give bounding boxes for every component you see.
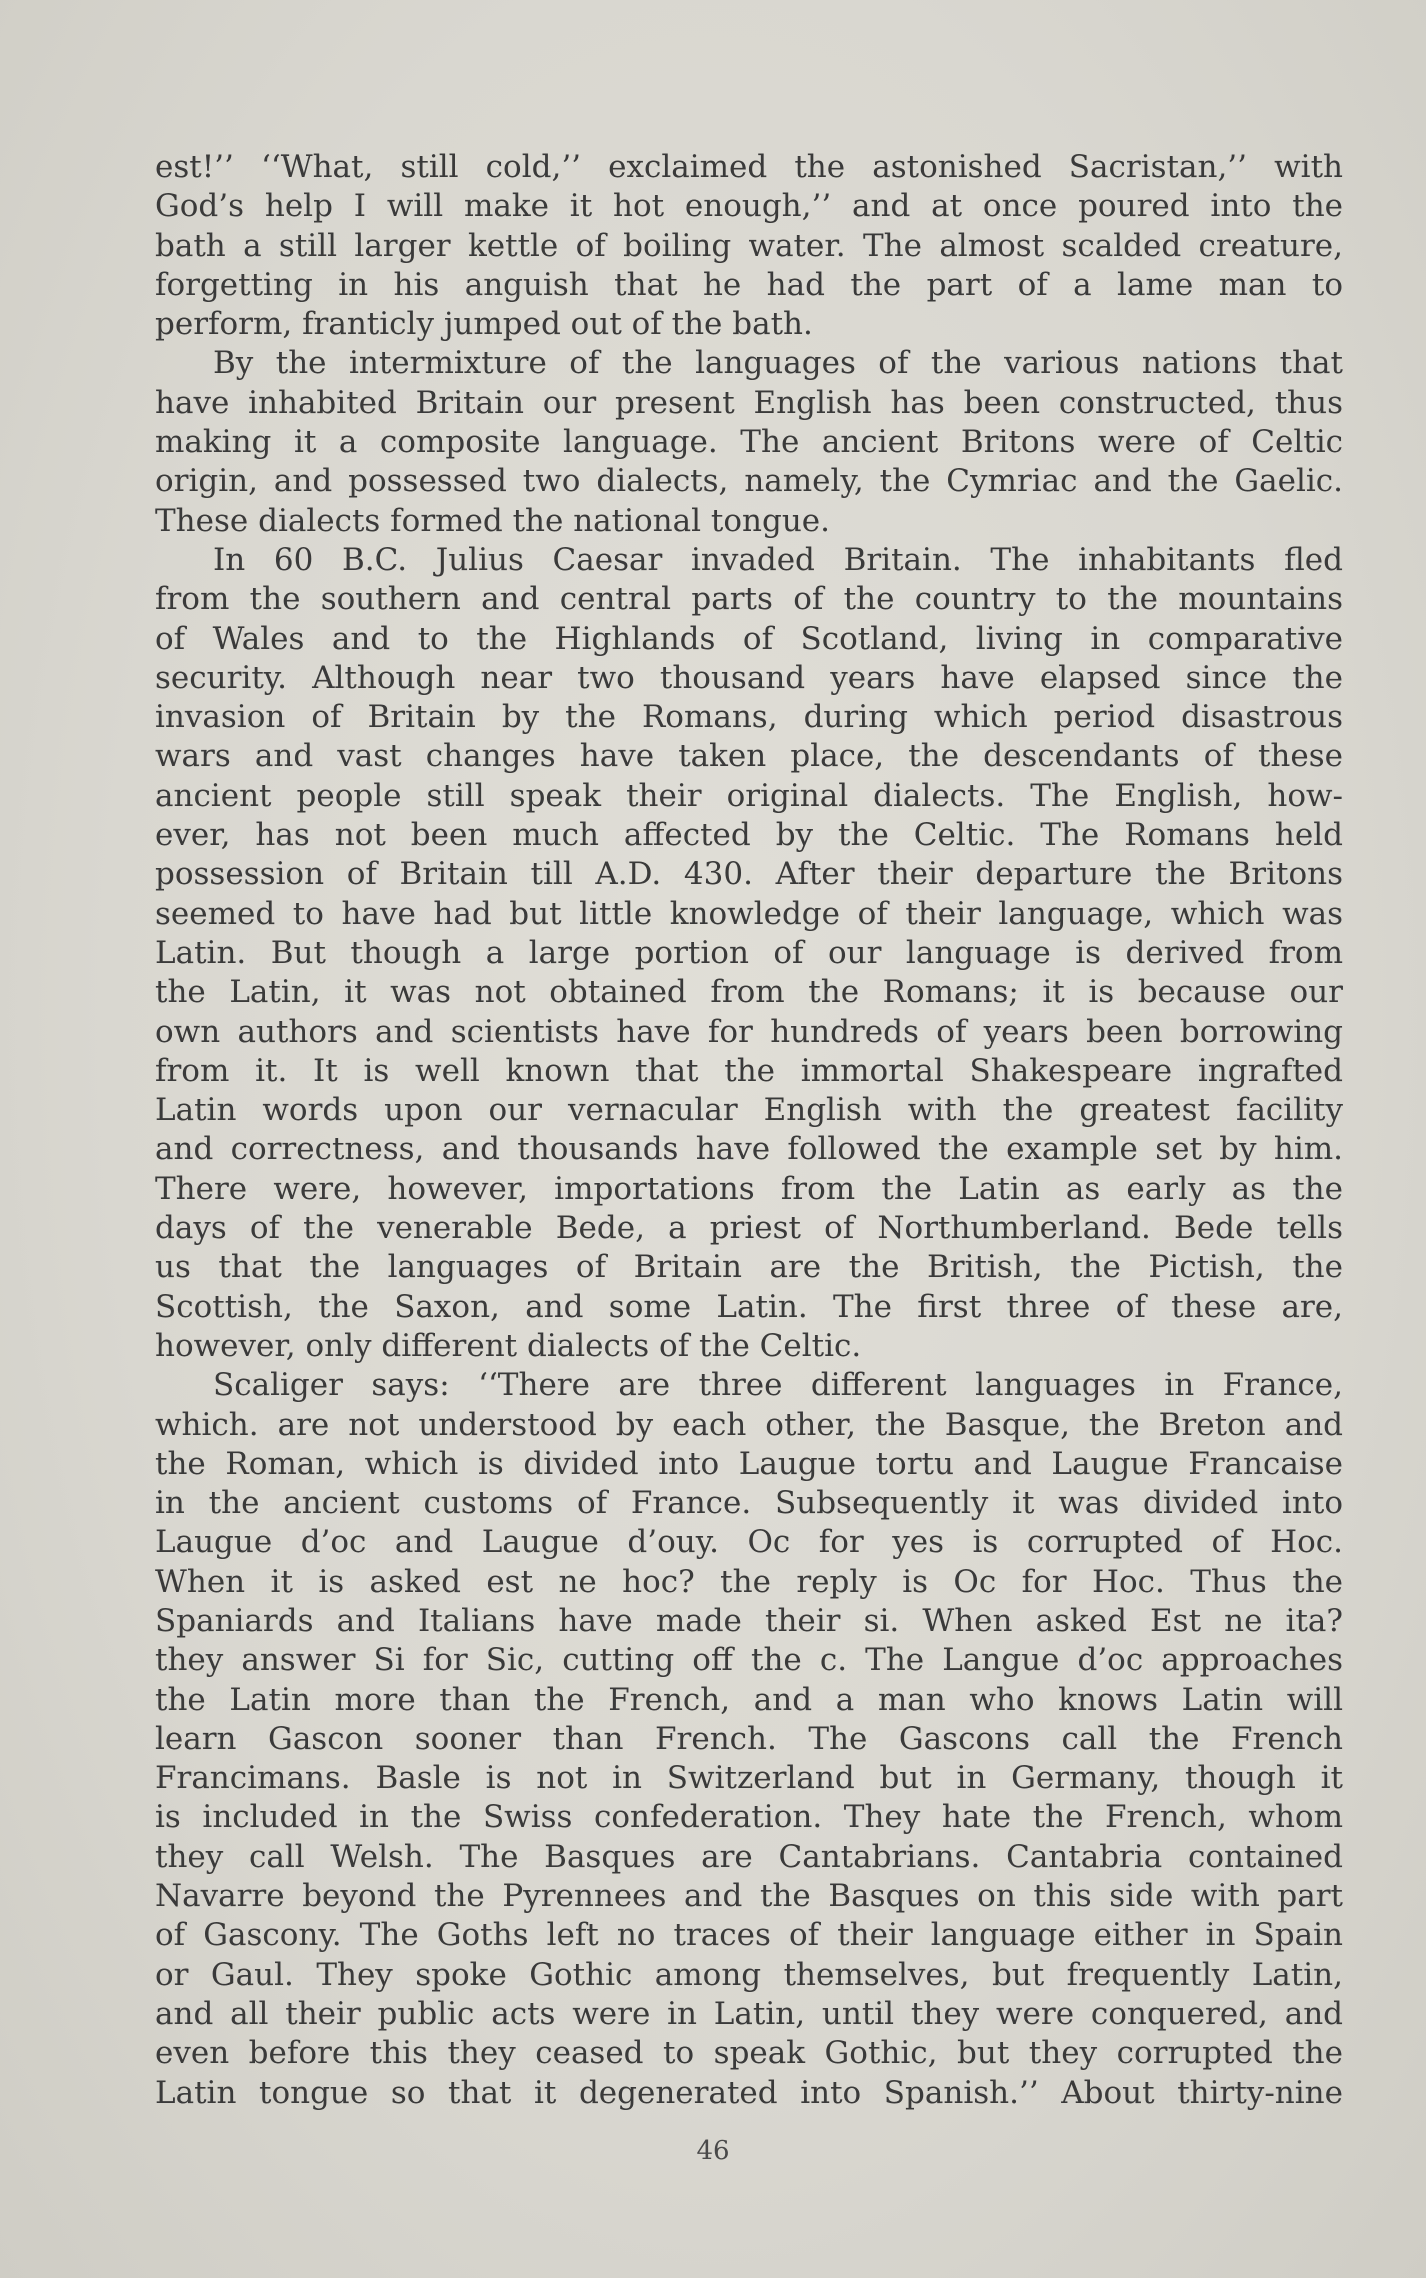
text-line: learn Gascon sooner than French. The Gascons call the French bbox=[155, 1720, 1343, 1757]
text-line: ancient people still speak their original dialects. The English, how- bbox=[155, 777, 1343, 814]
text-line: Latin words upon our vernacular English with the greatest facility bbox=[155, 1092, 1343, 1129]
text-line: which. are not understood by each other, the Basque, the Breton and bbox=[155, 1406, 1343, 1443]
text-line: Spaniards and Italians have made their si. When asked Est ne ita? bbox=[155, 1602, 1343, 1639]
text-line: There were, however, importations from the Latin as early as the bbox=[155, 1170, 1343, 1207]
text-line: When it is asked est ne hoc? the reply is Oc for Hoc. Thus the bbox=[155, 1563, 1343, 1600]
text-line: perform, franticly jumped out of the bath. bbox=[155, 306, 813, 343]
text-line: however, only different dialects of the Celtic. bbox=[155, 1327, 862, 1364]
text-line: have inhabited Britain our present English has been constructed, thus bbox=[155, 384, 1343, 421]
text-line: even before this they ceased to speak Gothic, but they corrupted the bbox=[155, 2035, 1343, 2072]
text-line: ever, has not been much affected by the Celtic. The Romans held bbox=[155, 817, 1343, 854]
text-line: Navarre beyond the Pyrennees and the Basques on this side with part bbox=[155, 1878, 1343, 1915]
text-line: possession of Britain till A.D. 430. After their departure the Britons bbox=[155, 856, 1343, 893]
text-line: the Latin, it was not obtained from the Romans; it is because our bbox=[155, 974, 1343, 1011]
text-line: they answer Si for Sic, cutting off the c. The Langue d’oc approaches bbox=[155, 1642, 1343, 1679]
text-line: These dialects formed the national tongue. bbox=[155, 502, 830, 539]
text-line: Scaliger says: ‘‘There are three different languages in France, bbox=[213, 1367, 1343, 1404]
text-line: In 60 B.C. Julius Caesar invaded Britain. The inhabitants fled bbox=[213, 541, 1343, 578]
text-line: or Gaul. They spoke Gothic among themselves, but frequently Latin, bbox=[155, 1956, 1343, 1993]
text-line: own authors and scientists have for hundreds of years been borrowing bbox=[155, 1013, 1343, 1050]
text-line: from the southern and central parts of the country to the mountains bbox=[155, 581, 1343, 618]
text-line: making it a composite language. The ancient Britons were of Celtic bbox=[155, 424, 1343, 461]
text-line: in the ancient customs of France. Subsequently it was divided into bbox=[155, 1485, 1343, 1522]
text-line: of Wales and to the Highlands of Scotland, living in comparative bbox=[155, 620, 1343, 657]
text-line: Scottish, the Saxon, and some Latin. The first three of these are, bbox=[155, 1288, 1343, 1325]
text-line: is included in the Swiss confederation. They hate the French, whom bbox=[155, 1799, 1343, 1836]
body-text bbox=[155, 148, 1343, 2113]
text-line: they call Welsh. The Basques are Cantabrians. Cantabria contained bbox=[155, 1838, 1343, 1875]
text-line: Laugue d’oc and Laugue d’ouy. Oc for yes is corrupted of Hoc. bbox=[155, 1524, 1343, 1561]
text-line: est!’’ ‘‘What, still cold,’’ exclaimed the astonished Sacristan,’’ with bbox=[155, 149, 1343, 185]
text-line: invasion of Britain by the Romans, during which period disastrous bbox=[155, 699, 1343, 736]
text-line: Latin tongue so that it degenerated into Spanish.’’ About thirty-nine bbox=[155, 2074, 1343, 2111]
text-line: days of the venerable Bede, a priest of Northumberland. Bede tells bbox=[155, 1210, 1343, 1247]
text-line: forgetting in his anguish that he had the part of a lame man to bbox=[155, 266, 1343, 303]
text-line: Francimans. Basle is not in Switzerland but in Germany, though it bbox=[155, 1760, 1343, 1797]
text-line: seemed to have had but little knowledge of their language, which was bbox=[155, 895, 1343, 932]
text-line: the Latin more than the French, and a man who knows Latin will bbox=[155, 1681, 1343, 1718]
text-line: from it. It is well known that the immortal Shakespeare ingrafted bbox=[155, 1052, 1343, 1089]
page-number: 46 bbox=[696, 2136, 730, 2166]
text-line: of Gascony. The Goths left no traces of their language either in Spain bbox=[155, 1917, 1343, 1954]
text-line: By the intermixture of the languages of the various nations that bbox=[213, 345, 1343, 382]
text-line: and all their public acts were in Latin, until they were conquered, and bbox=[155, 1995, 1343, 2032]
text-line: bath a still larger kettle of boiling water. The almost scalded creature, bbox=[155, 227, 1343, 264]
text-line: wars and vast changes have taken place, the descendants of these bbox=[155, 738, 1343, 775]
text-line: us that the languages of Britain are the British, the Pictish, the bbox=[155, 1249, 1343, 1286]
text-line: security. Although near two thousand years have elapsed since the bbox=[155, 659, 1343, 696]
text-line: origin, and possessed two dialects, namely, the Cymriac and the Gaelic. bbox=[155, 463, 1343, 500]
text-line: Latin. But though a large portion of our language is derived from bbox=[155, 934, 1343, 971]
text-line: and correctness, and thousands have followed the example set by him. bbox=[155, 1131, 1343, 1168]
text-line: God’s help I will make it hot enough,’’ and at once poured into the bbox=[155, 188, 1343, 225]
text-line: the Roman, which is divided into Laugue tortu and Laugue Francaise bbox=[155, 1445, 1343, 1482]
